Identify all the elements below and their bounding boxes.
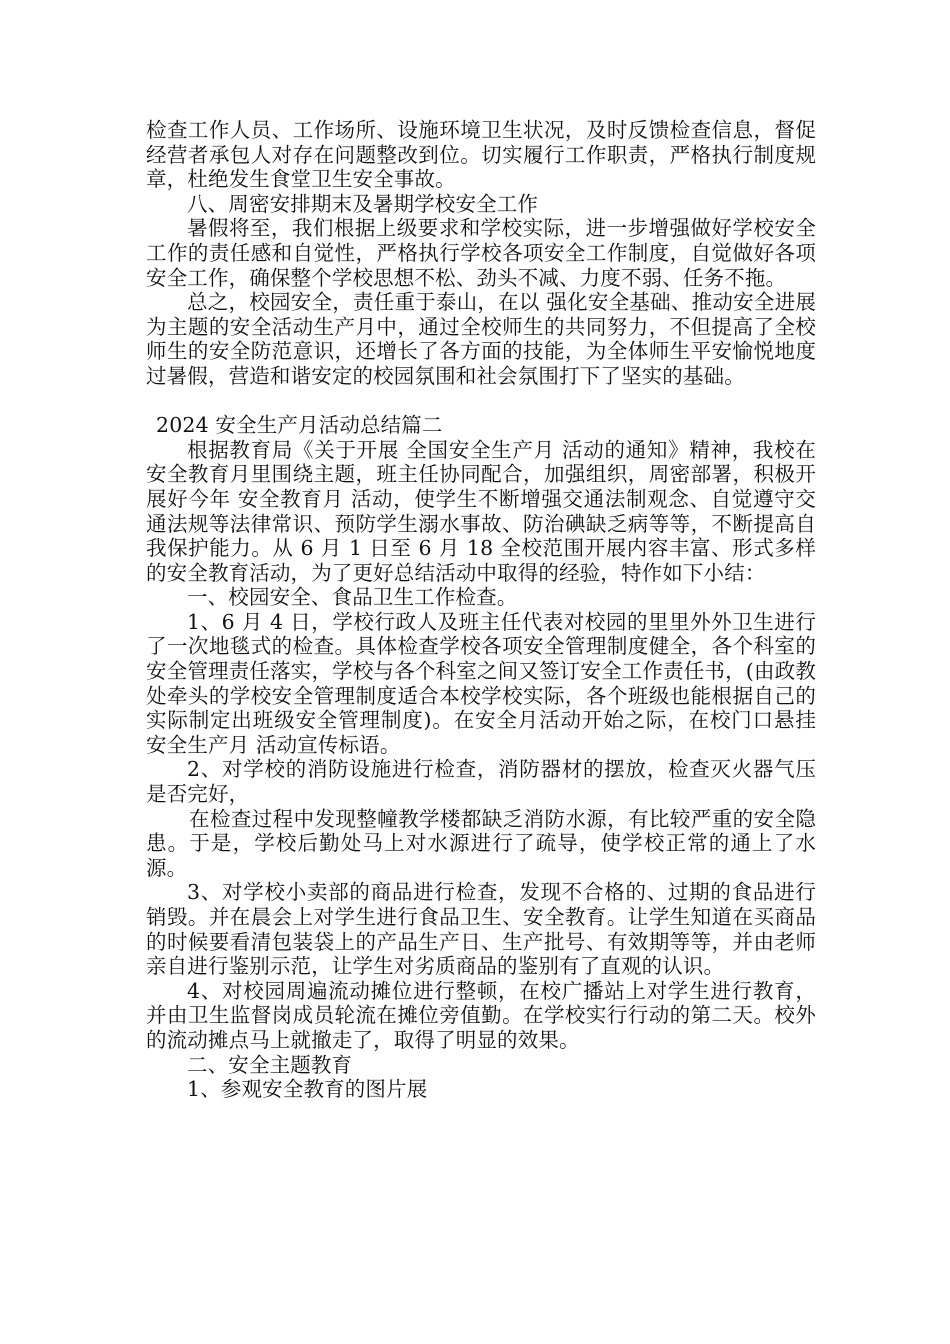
section-title: 2024 安全生产月活动总结篇二 xyxy=(156,413,443,438)
paragraph-item-1: 1、6 月 4 日，学校行政人及班主任代表对校园的里里外外卫生进行了一次地毯式的检查。具体检查学校各项安全管理制度健全，各个科室的安全管理责任落实，学校与各个科室之间又签订安全工作责任书，(由政教处牵头的学校安全管理制度适合本校学校实际，各个班级也能根据自己的实际制定出班级安全管理制度)。在安全月活动开始之际，在校门口悬挂 安全生产月 活动宣传标语。 xyxy=(146,609,816,757)
paragraph-summer-safety: 暑假将至，我们根据上级要求和学校实际，进一步增强做好学校安全工作的责任感和自觉性，严格执行学校各项安全工作制度，自觉做好各项安全工作，确保整个学校思想不松、劲头不减、力度不弱、任务不拖。 xyxy=(146,216,816,290)
heading-safety-education: 二、安全主题教育 xyxy=(187,1052,353,1077)
paragraph-item-4: 4、对校园周遍流动摊位进行整顿，在校广播站上对学生进行教育，并由卫生监督岗成员轮流在摊位旁值勤。在学校实行行动的第二天。校外的流动摊点马上就撤走了，取得了明显的效果。 xyxy=(146,978,816,1052)
paragraph-inspection-continued: 检查工作人员、工作场所、设施环境卫生状况，及时反馈检查信息，督促经营者承包人对存在问题整改到位。切实履行工作职责，严格执行制度规章，杜绝发生食堂卫生安全事故。 xyxy=(146,118,816,192)
paragraph-item-2: 2、对学校的消防设施进行检查，消防器材的摆放，检查灭火器气压是否完好， xyxy=(146,757,816,807)
document-body xyxy=(146,118,816,1102)
heading-campus-inspection: 一、校园安全、食品卫生工作检查。 xyxy=(187,585,518,610)
paragraph-photo-exhibit: 1、参观安全教育的图片展 xyxy=(187,1077,428,1102)
paragraph-intro: 根据教育局《关于开展 全国安全生产月 活动的通知》精神，我校在安全教育月里围绕主题，班主任协同配合，加强组织，周密部署，积极开展好今年 安全教育月 活动，使学生不断增强交通法制观念、自觉遵守交通法规等法律常识、预防学生溺水事故、防治碘缺乏病等等，不断提高自我保护能力。从 6 月 1 日至 6 月 18 全校范围开展内容丰富、形式多样的安全教育活动，为了更好总结活动中取得的经验，特作如下小结： xyxy=(146,437,816,585)
paragraph-item-3: 3、对学校小卖部的商品进行检查，发现不合格的、过期的食品进行销毁。并在晨会上对学生进行食品卫生、安全教育。让学生知道在买商品的时候要看清包装袋上的产品生产日、生产批号、有效期等等，并由老师亲自进行鉴别示范，让学生对劣质商品的鉴别有了直观的认识。 xyxy=(146,880,816,979)
paragraph-conclusion: 总之，校园安全，责任重于泰山，在以 强化安全基础、推动安全进展 为主题的安全活动生产月中，通过全校师生的共同努力，不但提高了全校师生的安全防范意识，还增长了各方面的技能，为全体师生平安愉悦地度过暑假，营造和谐安定的校园氛围和社会氛围打下了坚实的基础。 xyxy=(146,290,816,388)
heading-summer-safety: 八、周密安排期末及暑期学校安全工作 xyxy=(187,191,539,216)
paragraph-item-2-detail: 在检查过程中发现整幢教学楼都缺乏消防水源，有比较严重的安全隐患。于是，学校后勤处马上对水源进行了疏导，使学校正常的通上了水源。 xyxy=(146,806,816,880)
section-gap xyxy=(146,389,816,414)
